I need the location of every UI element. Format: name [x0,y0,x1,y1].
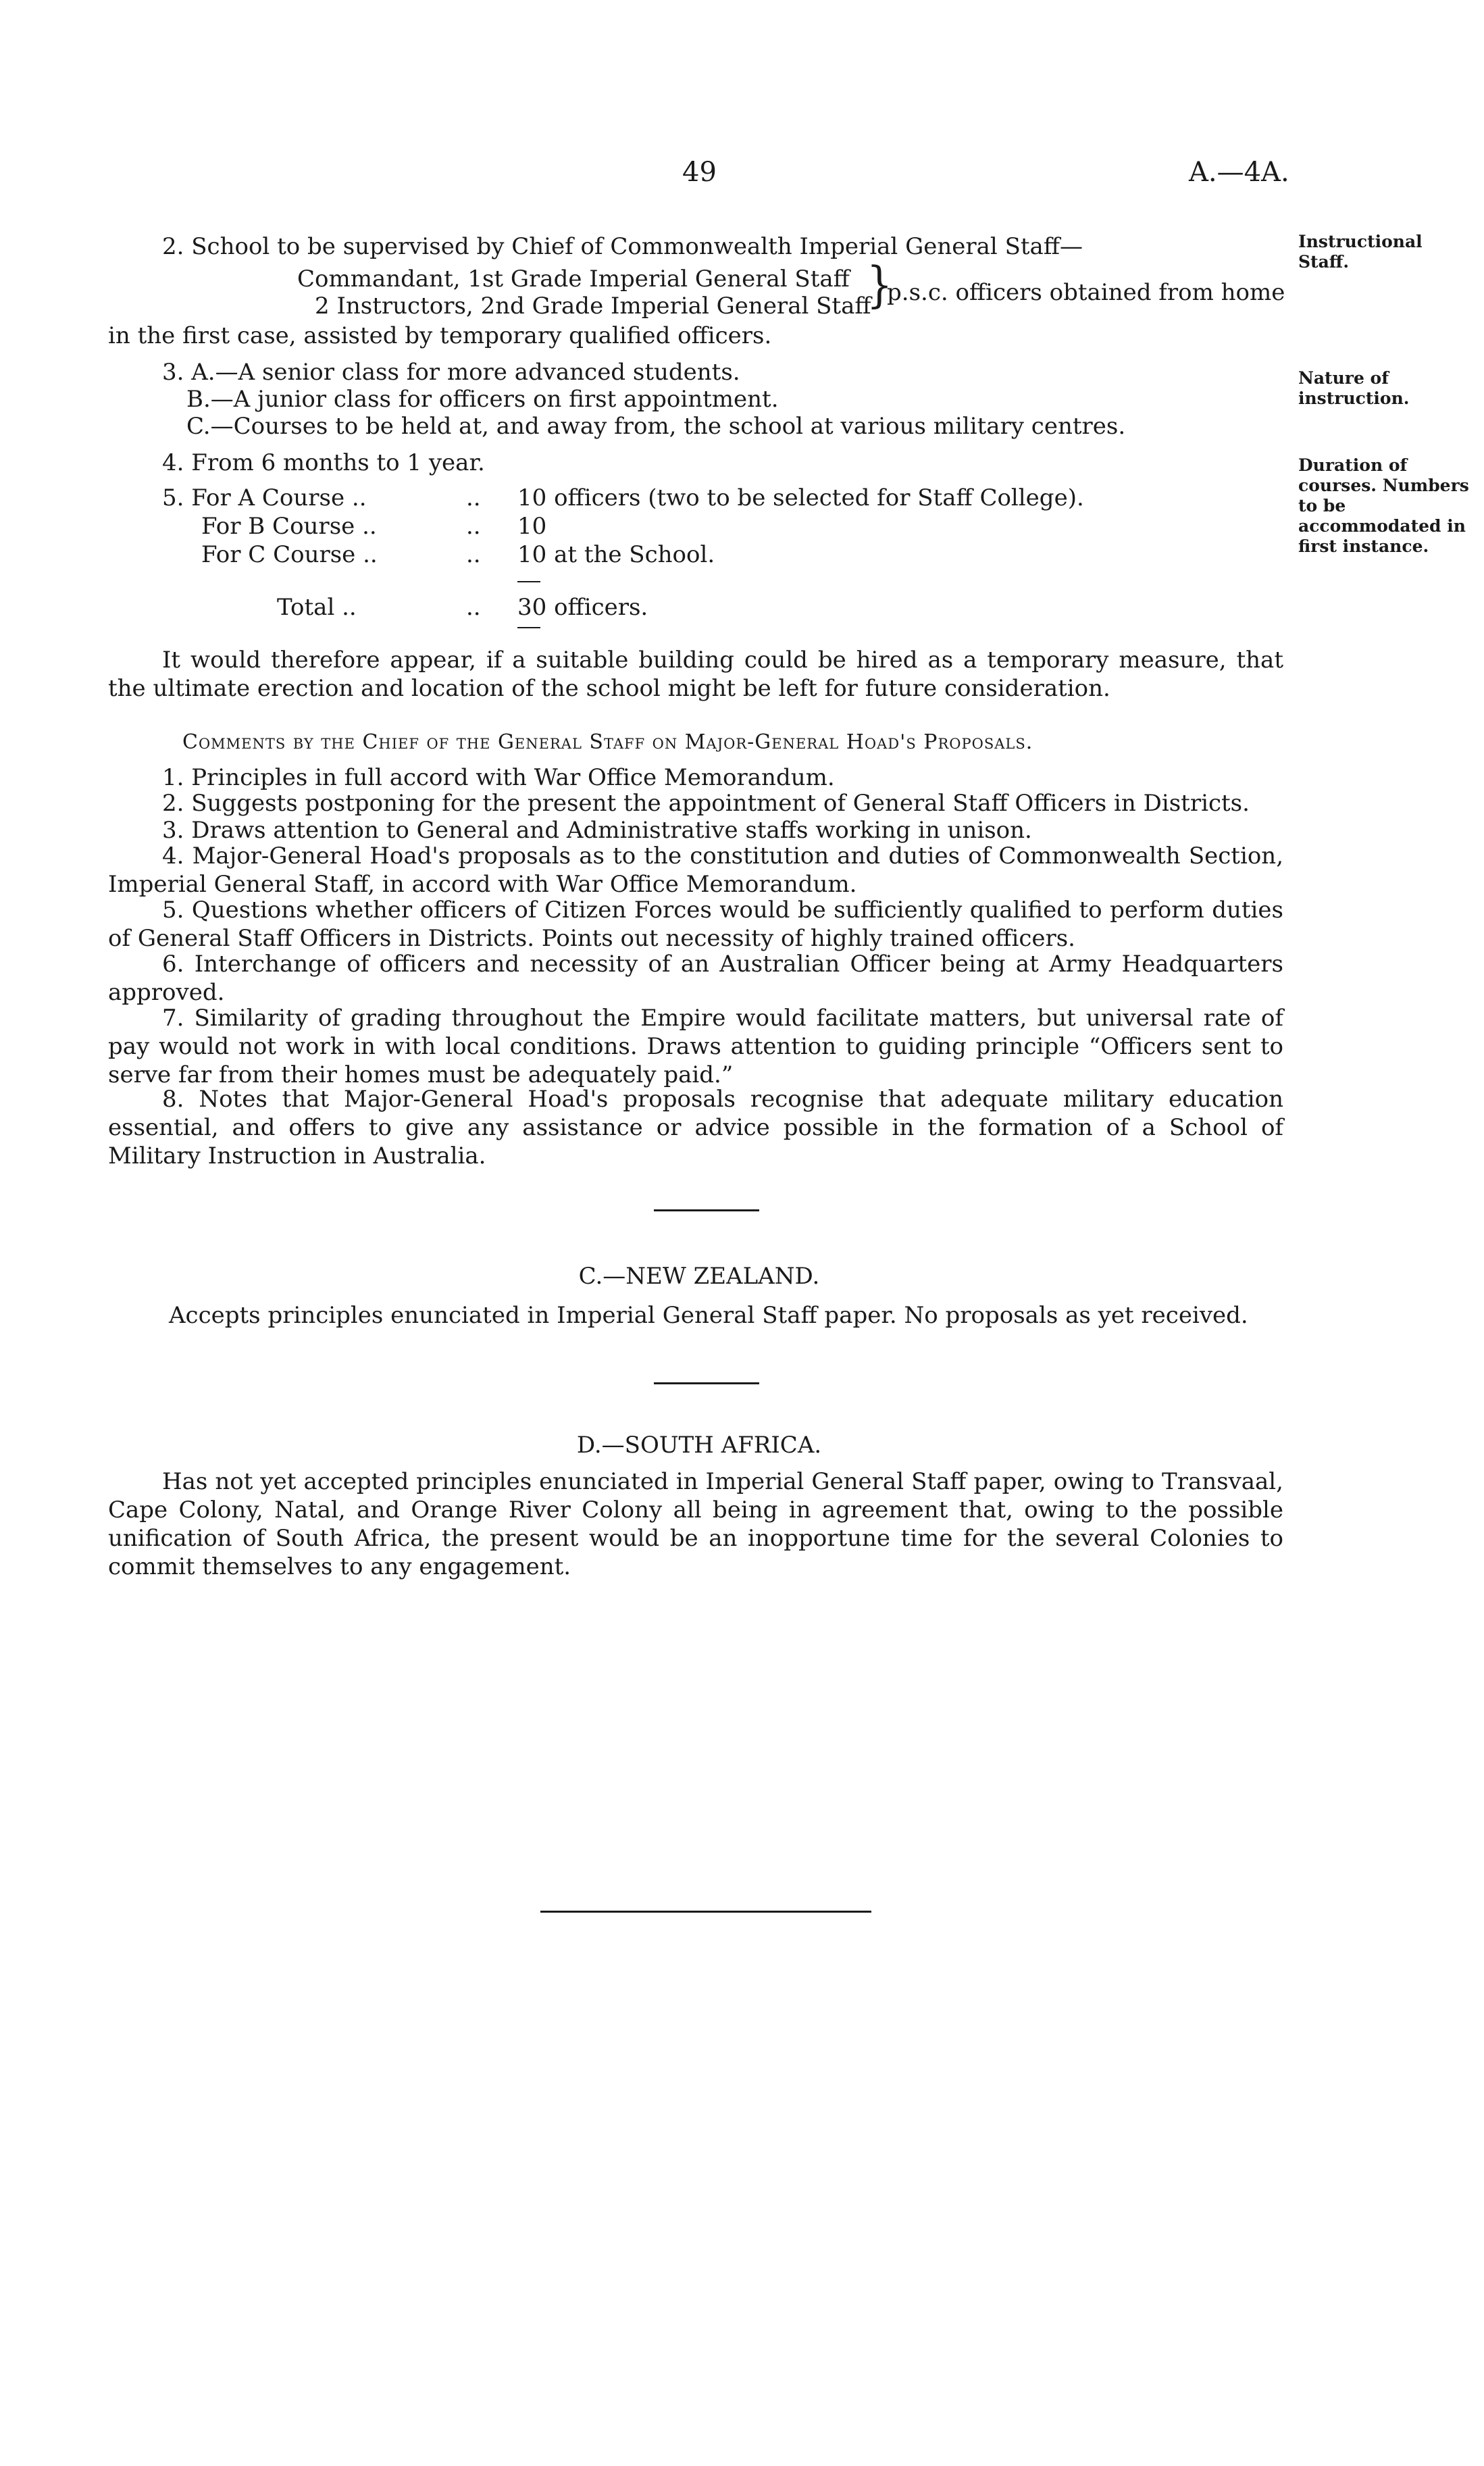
item-4: 4. From 6 months to 1 year. [162,449,485,476]
psc-note: p.s.c. officers obtained from home [887,279,1285,306]
margin-note-instructional-staff: Instructional Staff. [1298,232,1423,272]
commandant-line: Commandant, 1st Grade Imperial General Staff [297,266,850,293]
margin-note-nature-of-instruction: Nature of instruction. [1298,368,1410,408]
total-value: 30 officers. [517,594,648,621]
course-c-value: 10 at the School. [517,541,715,568]
comment-item-1: 1. Principles in full accord with War Office Memorandum. [162,764,835,791]
margin-note-duration-of-courses: Duration of courses. Numbers to be accommodated in first instance. [1298,455,1469,556]
course-b-dots: .. [466,513,481,540]
course-a-dots: .. [466,484,481,511]
item-3-c: C.—Courses to be held at, and away from, the school at various military centres. [186,413,1126,440]
total-label: Total .. [277,594,357,621]
comment-item-6: 6. Interchange of officers and necessity of an Australian Officer being at Army Headquarters approved. [108,951,1283,1006]
first-case-line: in the first case, assisted by temporary qualified officers. [108,322,772,349]
comment-item-7: 7. Similarity of grading throughout the Empire would facilitate matters, but universal rate of pay would not work in with local conditions. Draws attention to guiding principle “Officers sent to serve far from their homes must be adequately paid.” [108,1005,1283,1088]
comment-item-4: 4. Major-General Hoad's proposals as to the constitution and duties of Commonwealth Section, Imperial General Staff, in accord with War Office Memorandum. [108,842,1283,898]
new-zealand-text: Accepts principles enunciated in Imperial General Staff paper. No proposals as yet received. [169,1302,1248,1329]
course-c-dots: .. [466,541,481,568]
comment-item-2: 2. Suggests postponing for the present the appointment of General Staff Officers in Districts. [162,790,1250,817]
separator-rule-2 [654,1382,759,1384]
course-a-label: 5. For A Course .. [162,484,367,511]
comments-heading: Comments by the Chief of the General Staff on Major-General Hoad's Proposals. [182,730,1033,754]
comment-item-5: 5. Questions whether officers of Citizen Forces would be sufficiently qualified to perform duties of General Staff Officers in Districts. Points out necessity of highly trained officers. [108,897,1283,952]
item-3-b: B.—A junior class for officers on first appointment. [186,386,779,413]
comment-item-3: 3. Draws attention to General and Administrative staffs working in unison. [162,817,1032,844]
course-a-value: 10 officers (two to be selected for Staff College). [517,484,1084,511]
separator-rule-1 [654,1209,759,1211]
item-3-a: 3. A.—A senior class for more advanced students. [162,359,740,386]
new-zealand-heading: C.—NEW ZEALAND. [578,1263,820,1290]
comment-item-8: 8. Notes that Major-General Hoad's proposals recognise that adequate military education essential, and offers to give any assistance or advice possible in the formation of a School of Military Instruction in Australia. [108,1086,1283,1169]
course-b-label: For B Course .. [201,513,377,540]
south-africa-heading: D.—SOUTH AFRICA. [576,1432,822,1459]
closing-rule [540,1911,871,1913]
subtotal-rule [517,581,540,582]
item-2-intro: 2. School to be supervised by Chief of Commonwealth Imperial General Staff— [162,233,1083,260]
total-dots: .. [466,594,481,621]
instructors-line: 2 Instructors, 2nd Grade Imperial General Staff [315,293,871,320]
document-reference: A.—4A. [1189,157,1289,188]
page-number: 49 [682,157,717,188]
total-rule [517,627,540,628]
course-b-value: 10 [517,513,547,540]
brace-glyph: } [867,257,893,313]
course-c-label: For C Course .. [201,541,378,568]
south-africa-paragraph: Has not yet accepted principles enunciated in Imperial General Staff paper, owing to Transvaal, Cape Colony, Natal, and Orange River Colony all being in agreement that, owing to the possible unification of South Africa, the present would be an inopportune time for the several Colonies to commit themselves to any engagement. [108,1468,1283,1580]
conclusion-paragraph: It would therefore appear, if a suitable building could be hired as a temporary measure, that the ultimate erection and location of the school might be left for future consideration. [108,647,1283,702]
